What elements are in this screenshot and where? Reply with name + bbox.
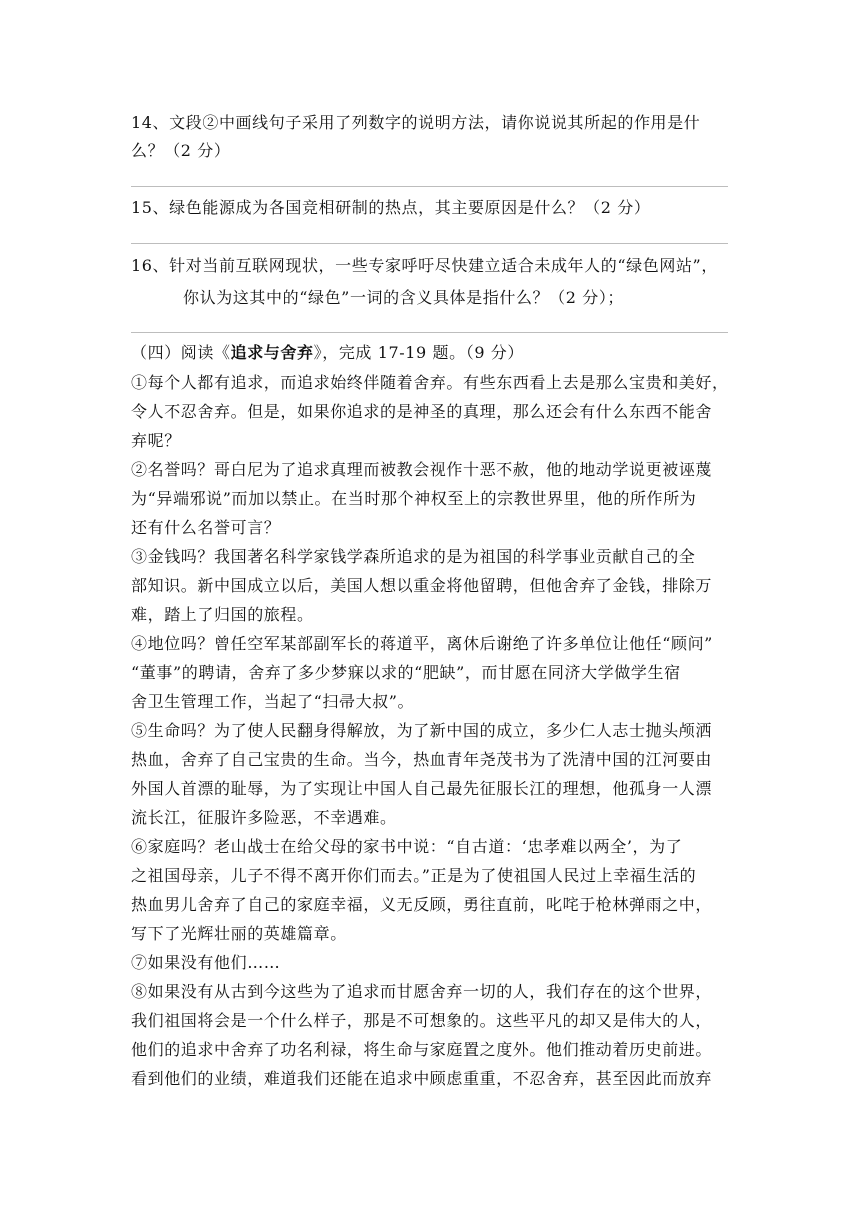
passage-line: ③金钱吗？我国著名科学家钱学森所追求的是为祖国的科学事业贡献自己的全 [131,547,696,566]
passage-line: 之祖国母亲，儿子不得不离开你们而去。”正是为了使祖国人民过上幸福生活的 [131,866,697,885]
passage-line: 流长江，征服许多险恶，不幸遇难。 [131,808,397,827]
answer-line-16 [131,332,728,333]
passage-line: ④地位吗？曾任空军某部副军长的蒋道平，离休后谢绝了许多单位让他任“顾问” [131,634,713,653]
answer-line-15 [131,243,728,244]
question-14-line-2: 么？（2 分） [131,141,231,160]
passage-line: 热血，舍弃了自己宝贵的生命。当今，热血青年尧茂书为了洗清中国的江河要由 [131,750,713,769]
question-14-line-1: 14、文段②中画线句子采用了列数字的说明方法，请你说说其所起的作用是什 [131,113,701,132]
passage-line: 看到他们的业绩，难道我们还能在追求中顾虑重重，不忍舍弃，甚至因此而放弃 [131,1069,713,1088]
passage-line: 热血男儿舍弃了自己的家庭幸福，义无反顾，勇往直前，叱咤于枪林弹雨之中， [131,895,713,914]
passage-line: ⑤生命吗？为了使人民翻身得解放，为了新中国的成立，多少仁人志士抛头颅洒 [131,721,713,740]
passage-line: ①每个人都有追求，而追求始终伴随着舍弃。有些东西看上去是那么宝贵和美好， [131,373,729,392]
passage-line: 难，踏上了归国的旅程。 [131,605,314,624]
passage-line: 他们的追求中舍弃了功名利禄，将生命与家庭置之度外。他们推动着历史前进。 [131,1040,713,1059]
passage-line: ②名誉吗？哥白尼为了追求真理而被教会视作十恶不赦，他的地动学说更被诬蔑 [131,460,713,479]
passage-line: 还有什么名誉可言？ [131,518,281,537]
passage-line: ⑧如果没有从古到今这些为了追求而甘愿舍弃一切的人，我们存在的这个世界， [131,982,713,1001]
passage-line: 令人不忍舍弃。但是，如果你追求的是神圣的真理，那么还会有什么东西不能舍 [131,402,713,421]
passage-line: 为“异端邪说”而加以禁止。在当时那个神权至上的宗教世界里，他的所作所为 [131,489,697,508]
section-heading-prefix: （四）阅读《 [131,343,231,362]
passage-line: 部知识。新中国成立以后，美国人想以重金将他留聘，但他舍弃了金钱，排除万 [131,576,713,595]
passage-line: ⑦如果没有他们…… [131,953,281,972]
passage-line: 我们祖国将会是一个什么样子，那是不可想象的。这些平凡的却又是伟大的人， [131,1011,713,1030]
passage-line: ⑥家庭吗？老山战士在给父母的家书中说：“自古道：‘忠孝难以两全’，为了 [131,837,683,856]
question-16-line-2: 你认为这其中的“绿色”一词的含义具体是指什么？（2 分）； [183,288,625,307]
answer-line-14 [131,186,728,187]
section-heading [131,343,524,363]
question-16-line-1: 16、针对当前互联网现状，一些专家呼吁尽快建立适合未成年人的“绿色网站”， [131,256,718,275]
passage-line: 舍卫生管理工作，当起了“扫帚大叔”。 [131,692,415,711]
passage-line: 写下了光辉壮丽的英雄篇章。 [131,924,347,943]
passage-line: 外国人首漂的耻辱，为了实现让中国人自己最先征服长江的理想，他孤身一人漂 [131,779,713,798]
passage-title: 追求与舍弃 [230,343,314,362]
passage-line: 弃呢？ [131,431,181,450]
section-heading-suffix: 》，完成 17-19 题。（9 分） [313,343,524,362]
question-15: 15、绿色能源成为各国竞相研制的热点，其主要原因是什么？（2 分） [131,198,651,217]
passage-line: “董事”的聘请，舍弃了多少梦寐以求的“肥缺”，而甘愿在同济大学做学生宿 [131,663,681,682]
